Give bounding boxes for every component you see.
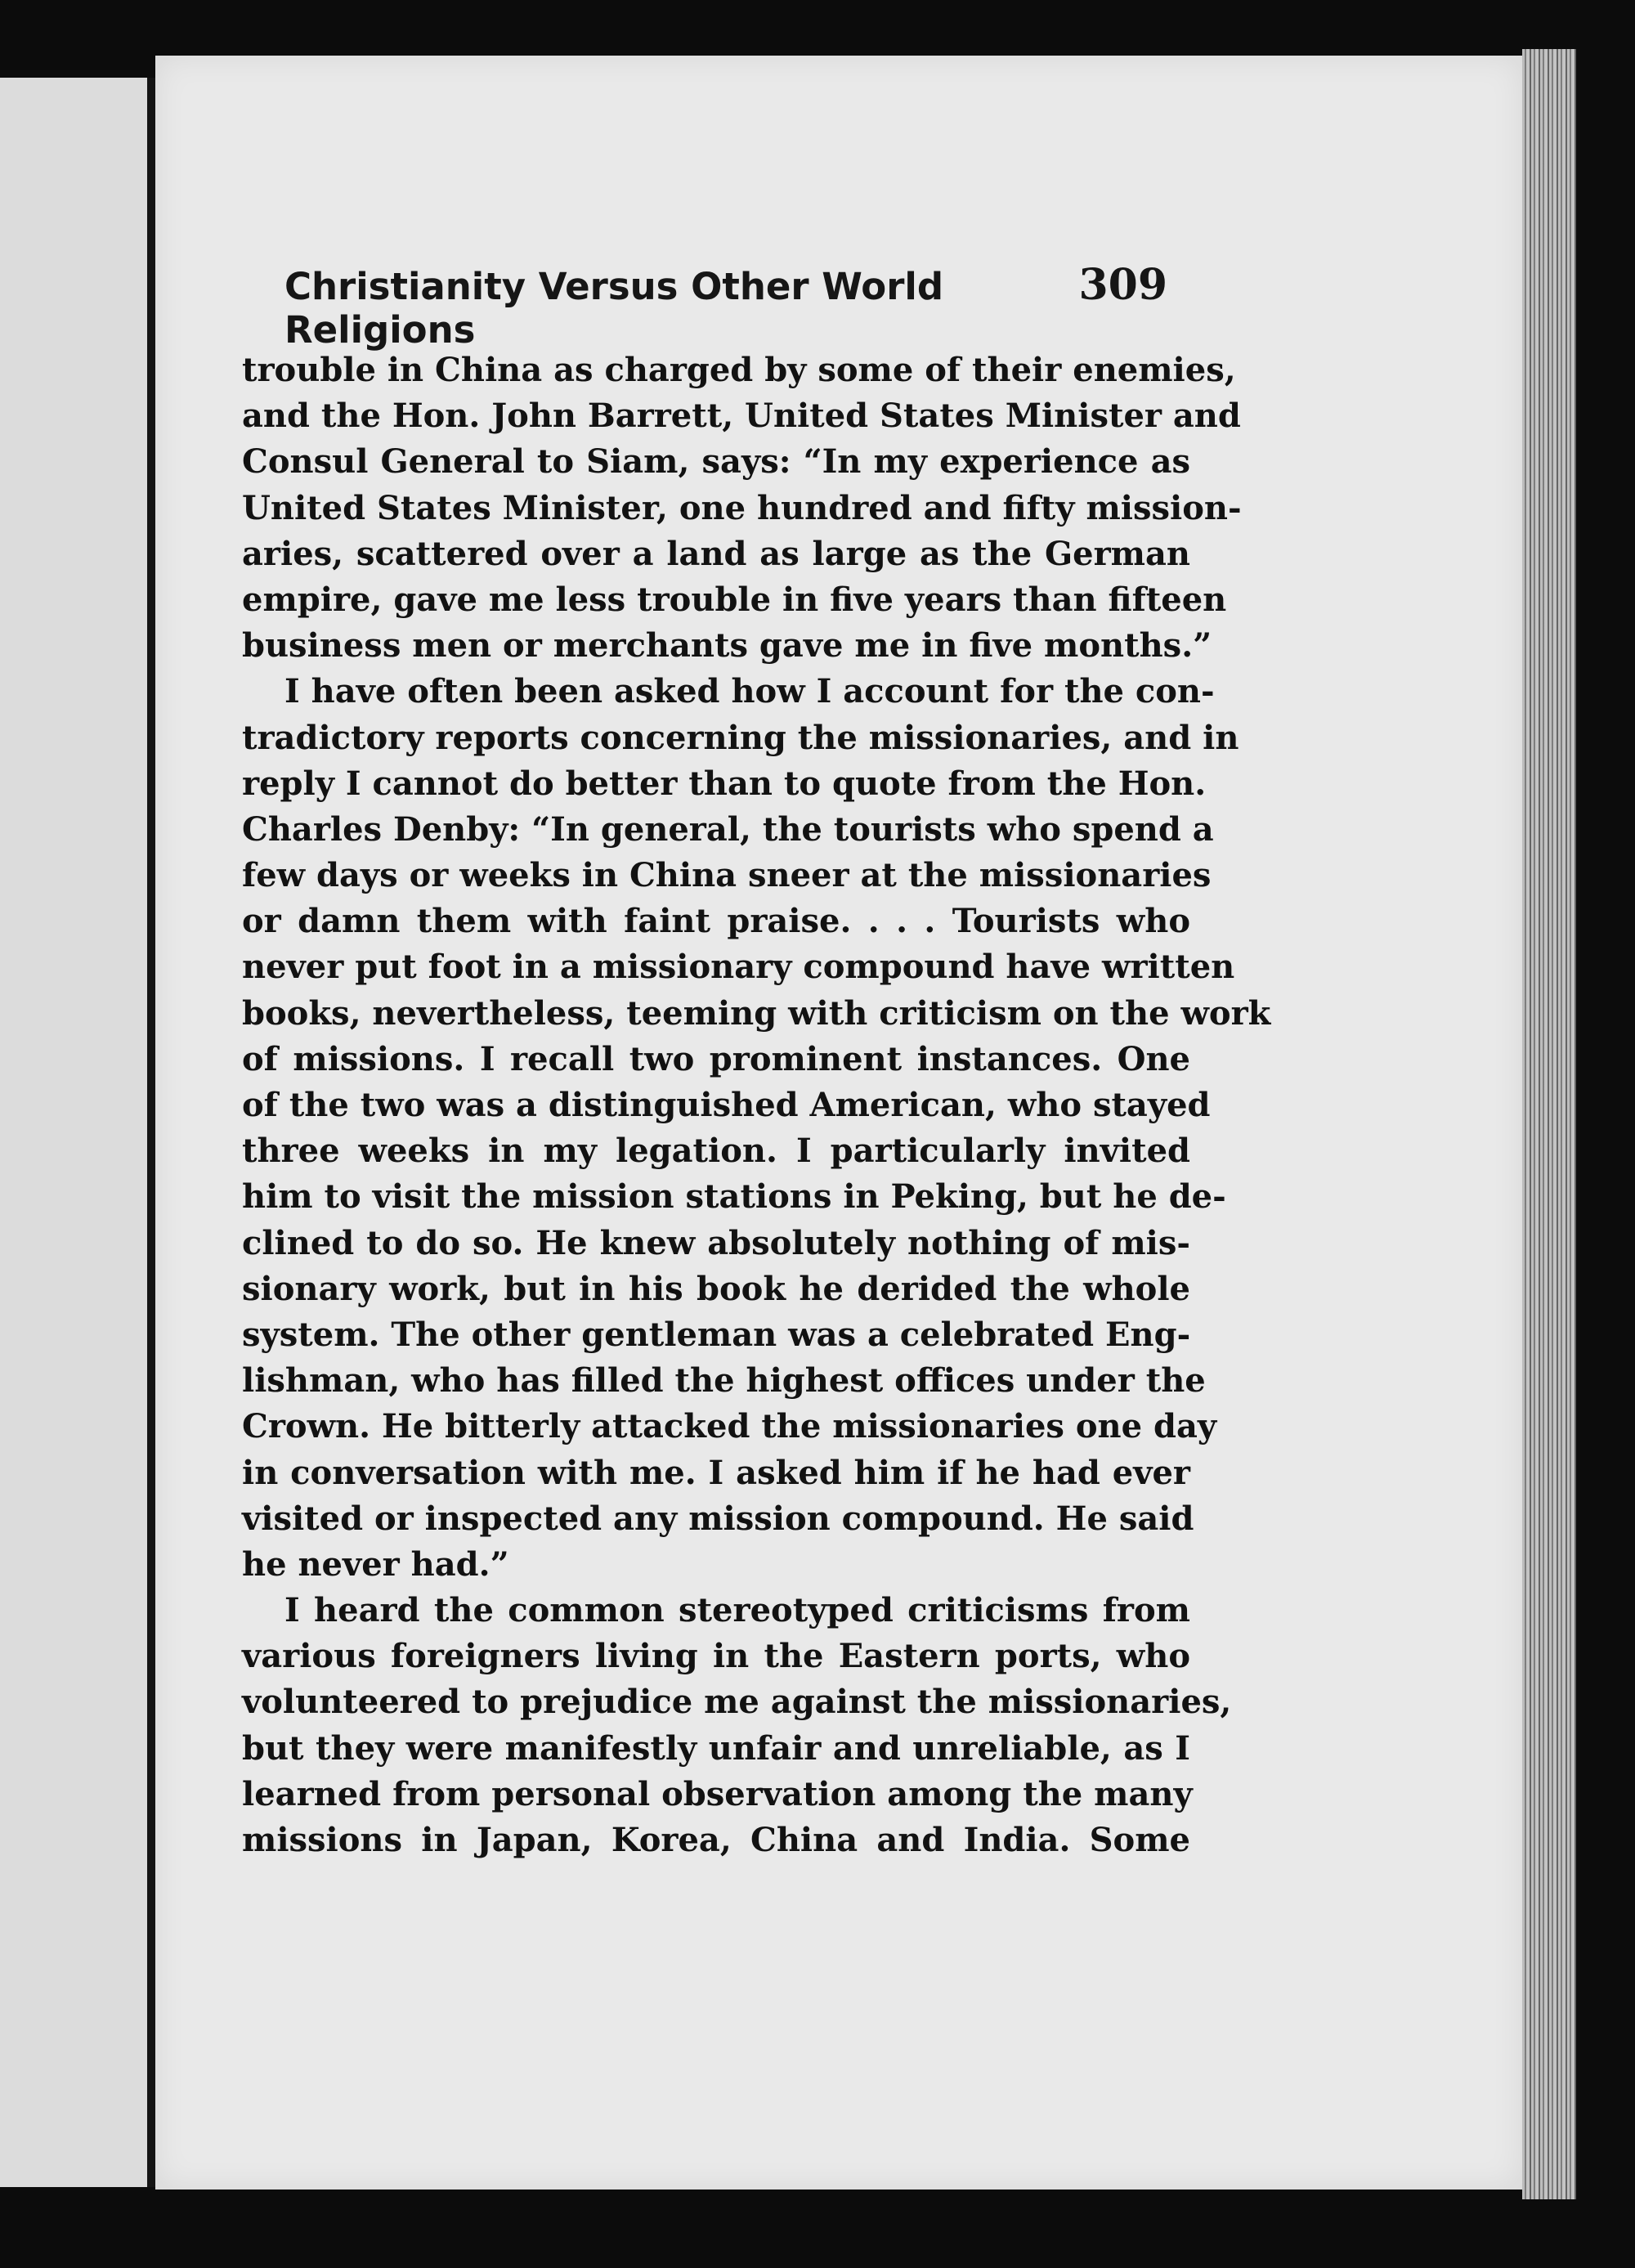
text-line: lishman, who has filled the highest offices under the <box>242 1361 1206 1401</box>
text-line: few days or weeks in China sneer at the missionaries <box>242 856 1212 895</box>
text-line: various foreigners living in the Eastern ports, who <box>242 1637 1190 1676</box>
running-head-title: Christianity Versus Other World Religions <box>284 265 944 352</box>
text-line: never put foot in a missionary compound have written <box>242 948 1235 987</box>
text-line: sionary work, but in his book he derided the whole <box>242 1269 1190 1308</box>
text-line: I have often been asked how I account for the con- <box>284 672 1215 711</box>
left-page-edge <box>0 78 155 2187</box>
text-line: tradictory reports concerning the missionaries, and in <box>242 718 1239 757</box>
text-line: United States Minister, one hundred and fifty mission- <box>242 488 1242 527</box>
text-line: aries, scattered over a land as large as the German <box>242 534 1190 573</box>
text-line: trouble in China as charged by some of their enemies, <box>242 351 1236 389</box>
text-line: I heard the common stereotyped criticisms from <box>284 1591 1190 1630</box>
text-line: visited or inspected any mission compound. He said <box>242 1499 1194 1538</box>
page-stack-edges <box>1522 49 1576 2199</box>
text-line: books, nevertheless, teeming with criticism on the work <box>242 993 1271 1033</box>
text-line: volunteered to prejudice me against the missionaries, <box>242 1683 1232 1722</box>
text-line: clined to do so. He knew absolutely nothing of mis- <box>242 1223 1190 1262</box>
text-line: of the two was a distinguished American, who stayed <box>242 1086 1211 1124</box>
text-line: empire, gave me less trouble in five years than fifteen <box>242 580 1227 619</box>
text-line: and the Hon. John Barrett, United States Minister and <box>242 397 1241 436</box>
text-line: him to visit the mission stations in Peking, but he de- <box>242 1177 1226 1217</box>
text-line: missions in Japan, Korea, China and India. Some <box>242 1821 1190 1859</box>
text-line: in conversation with me. I asked him if he had ever <box>242 1453 1190 1492</box>
text-line: learned from personal observation among the many <box>242 1774 1193 1813</box>
text-line: Crown. He bitterly attacked the missionaries one day <box>242 1407 1217 1446</box>
running-head <box>284 260 1167 352</box>
text-line: Charles Denby: “In general, the tourists who spend a <box>242 809 1214 849</box>
text-line: business men or merchants gave me in five months.” <box>242 626 1212 666</box>
text-line: three weeks in my legation. I particularly invited <box>242 1132 1190 1171</box>
body-text <box>242 347 1271 1863</box>
text-line: of missions. I recall two prominent instances. One <box>242 1039 1190 1078</box>
text-line: system. The other gentleman was a celebrated Eng- <box>242 1315 1191 1354</box>
text-line: Consul General to Siam, says: “In my experience as <box>242 442 1190 482</box>
text-line: but they were manifestly unfair and unreliable, as I <box>242 1728 1190 1768</box>
text-line: or damn them with faint praise. . . . Tourists who <box>242 902 1190 941</box>
text-line: reply I cannot do better than to quote from the Hon. <box>242 764 1207 803</box>
text-line: he never had.” <box>242 1544 509 1584</box>
page-number: 309 <box>1078 260 1167 310</box>
